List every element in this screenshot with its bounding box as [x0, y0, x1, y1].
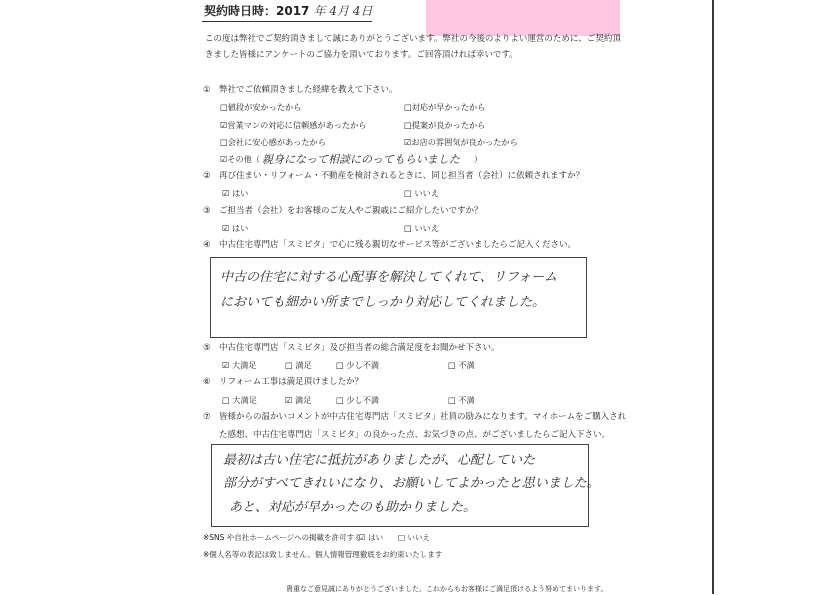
q1-option-other: ☑その他（ — [220, 154, 261, 164]
intro-line-1: この度は弊社でご契約頂きまして誠にありがとうございます。弊社の今後のよりよい運営のために、ご契約頂 — [205, 34, 621, 44]
viewer-left-margin — [0, 0, 180, 594]
viewer-right-margin — [712, 0, 830, 594]
date-underline — [202, 21, 372, 22]
q7-answer-line-1: 最初は古い住宅に抵抗がありましたが、心配していた — [223, 453, 536, 468]
q1-other-handwriting: 親身になって相談にのってもらいました — [262, 153, 460, 166]
q4-answer-line-1: 中古の住宅に対する心配事を解決してくれて、リフォーム — [220, 270, 558, 285]
q1-option-company-trust: □会社に安心感があったから — [220, 137, 326, 147]
q1-option-price: □値段が安かったから — [220, 102, 302, 112]
q1-option-proposal: □提案が良かったから — [404, 120, 486, 130]
q3-no: □ いいえ — [404, 223, 439, 233]
q5-number: ⑤ — [203, 343, 211, 353]
q7-answer-line-3: あと、対応が早かったのも助かりました。 — [229, 500, 477, 515]
q5-option-dissatisfied: □ 不満 — [448, 360, 475, 370]
q6-number: ⑥ — [203, 377, 211, 387]
q1-option-fast: □対応が早かったから — [404, 102, 486, 112]
q6-option-satisfied: ☑ 満足 — [285, 395, 312, 405]
contract-date — [204, 6, 373, 17]
q5-question: 中古住宅専門店「スミピタ」及び担当者の総合満足度をお聞かせ下さい。 — [219, 343, 500, 353]
intro-line-2: きました皆様にアンケートのご協力を頂いております。ご回答頂ければ幸いです。 — [205, 50, 518, 60]
q3-number: ③ — [203, 206, 211, 216]
q6-option-very-satisfied: □ 大満足 — [222, 395, 257, 405]
sns-permission-note: ※SNS や自社ホームページへの掲載を許可する — [203, 533, 362, 542]
contract-date-label: 契約時日時：2017 — [204, 4, 310, 18]
q1-question: 弊社でご依頼頂きました経緯を教えて下さい。 — [219, 85, 398, 95]
q2-question: 再び住まい・リフォーム・不動産を検討されるときに、同じ担当者（会社）に依頼されますか？ — [219, 171, 585, 181]
q4-number: ④ — [203, 240, 211, 250]
q2-number: ② — [203, 171, 211, 181]
q1-number: ① — [203, 85, 211, 95]
sns-no: □ いいえ — [398, 533, 430, 542]
q6-question: リフォーム工事は満足頂けましたか？ — [219, 377, 364, 387]
q7-answer-line-2: 部分がすべてきれいになり、お願いしてよかったと思いました。 — [223, 476, 600, 491]
redaction-block — [426, 0, 620, 36]
q7-question-line-1: 皆様からの温かいコメントが中古住宅専門店「スミピタ」社員の励みになります。マイホームをご購入され — [219, 412, 627, 422]
q5-option-satisfied: □ 満足 — [285, 360, 312, 370]
q6-option-slightly-dissatisfied: □ 少し不満 — [336, 395, 380, 405]
q7-number: ⑦ — [203, 412, 211, 422]
q4-answer-line-2: においても細かい所までしっかり対応してくれました。 — [220, 295, 546, 310]
q3-yes: ☑ はい — [222, 223, 249, 233]
q1-option-sales-trust: ☑営業マンの対応に信頼感があったから — [220, 120, 367, 130]
q5-option-slightly-dissatisfied: □ 少し不満 — [336, 360, 380, 370]
q5-option-very-satisfied: ☑ 大満足 — [222, 360, 257, 370]
q2-no: □ いいえ — [404, 188, 439, 198]
sns-yes: ☑ はい — [359, 533, 384, 542]
q1-option-other-close: ） — [474, 154, 483, 164]
q7-question-line-2: た感想、中古住宅専門店「スミピタ」の良かった点、お気づきの点、がございましたらご記入下さい。 — [219, 430, 611, 440]
privacy-note: ※個人名等の表記は致しません。個人情報管理徹底をお約束いたします — [203, 550, 443, 559]
thanks-footer: 貴重なご意見誠にありがとうございました。これからもお客様にご満足頂けるよう努めてまいります。 — [286, 585, 608, 593]
q6-option-dissatisfied: □ 不満 — [448, 395, 475, 405]
q4-question: 中古住宅専門店「スミピタ」で心に残る親切なサービス等がございましたらご記入ください。 — [219, 240, 577, 250]
contract-date-hand: 年 4月 4日 — [313, 4, 373, 18]
q3-question: ご担当者（会社）をお客様のご友人やご親戚にご紹介したいですか？ — [219, 206, 483, 216]
q1-option-atmosphere: ☑お店の雰囲気が良かったから — [404, 137, 518, 147]
q2-yes: ☑ はい — [222, 188, 249, 198]
